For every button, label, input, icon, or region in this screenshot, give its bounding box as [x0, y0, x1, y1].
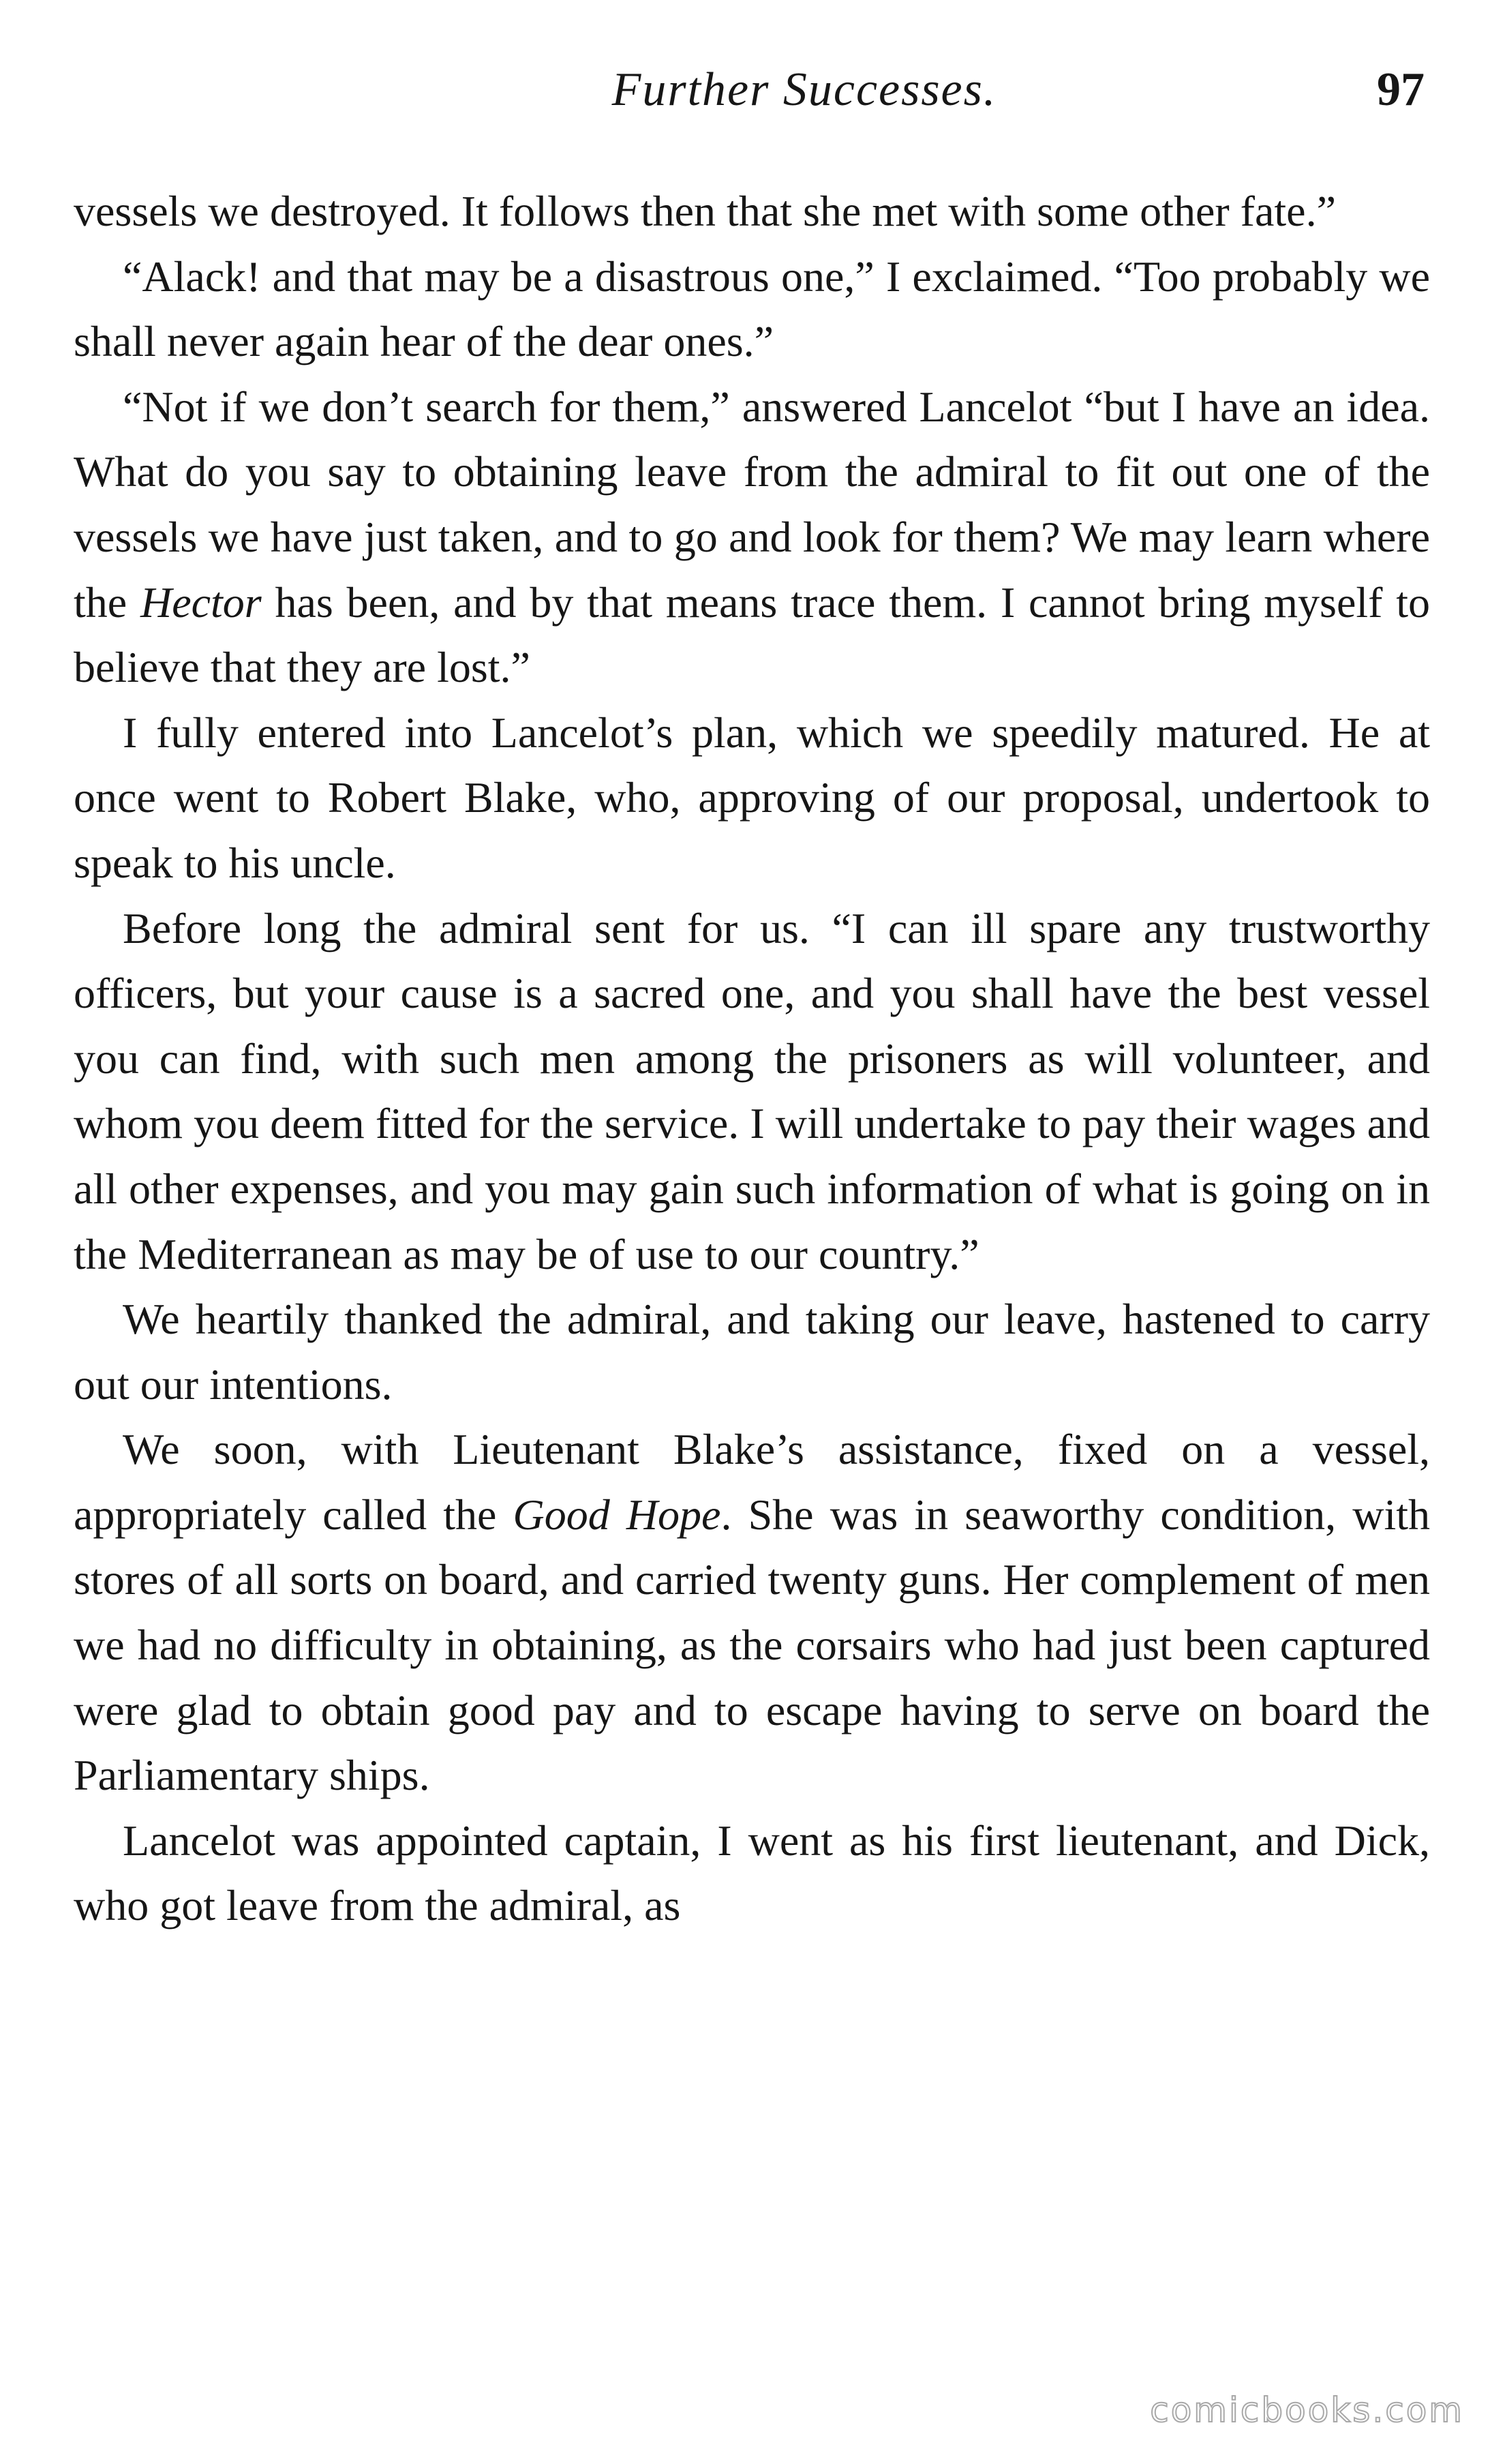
paragraph-8: Lancelot was appointed captain, I went as his first lieutenant, and Dick, who got leave from the admiral, as: [74, 1816, 1430, 1930]
paragraph-5: Before long the admiral sent for us. “I can ill spare any trustworthy officers, but your cause is a sacred one, and you shall have the best vessel you can find, with such men among the prisoners as will volunteer, and whom you deem fitted for the service. I will undertake to pay their wages and all other expenses, and you may gain such information of what is going on in the Mediterranean as may be of use to our country.”: [74, 903, 1430, 1278]
paragraph-7-text-a: We soon, with Lieutenant Blake’s assistance, fixed on a vessel, appropriately called the: [74, 1425, 1430, 1539]
paragraph-3-text-b: has been, and by that means trace them. I cannot bring myself to believe that they are lost.”: [74, 577, 1431, 692]
ship-name-hector: Hector: [140, 577, 262, 627]
paragraph-3-text-a: “Not if we don’t search for them,” answered Lancelot “but I have an idea. What do you say to obtaining leave from the admiral to fit out one of the vessels we have just taken, and to go and look for them? We may learn where the: [74, 382, 1430, 627]
body-text: [74, 179, 1430, 1938]
running-title: Further Successes.: [611, 63, 997, 116]
paragraph-7: [74, 1417, 1430, 1808]
page-number: 97: [1377, 63, 1425, 116]
page-header: [75, 63, 1431, 124]
paragraph-1: vessels we destroyed. It follows then that she met with some other fate.”: [74, 187, 1336, 235]
paragraph-6: We heartily thanked the admiral, and taking our leave, hastened to carry out our intentions.: [74, 1295, 1430, 1409]
paragraph-7-text-b: . She was in seaworthy condition, with stores of all sorts on board, and carried twenty guns. Her complement of men we had no difficulty in obtaining, as the corsairs who had just been captured were glad to obtain good pay and to escape having to serve on board the Parliamentary ships.: [74, 1490, 1431, 1800]
paragraph-3: [74, 374, 1430, 700]
paragraph-2: “Alack! and that may be a disastrous one,” I exclaimed. “Too probably we shall never again hear of the dear ones.”: [74, 252, 1430, 366]
watermark: comicbooks.com: [1150, 2390, 1464, 2430]
ship-name-good-hope: Good Hope: [513, 1490, 721, 1539]
paragraph-4: I fully entered into Lancelot’s plan, which we speedily matured. He at once went to Robert Blake, who, approving of our proposal, undertook to speak to his uncle.: [74, 708, 1430, 887]
